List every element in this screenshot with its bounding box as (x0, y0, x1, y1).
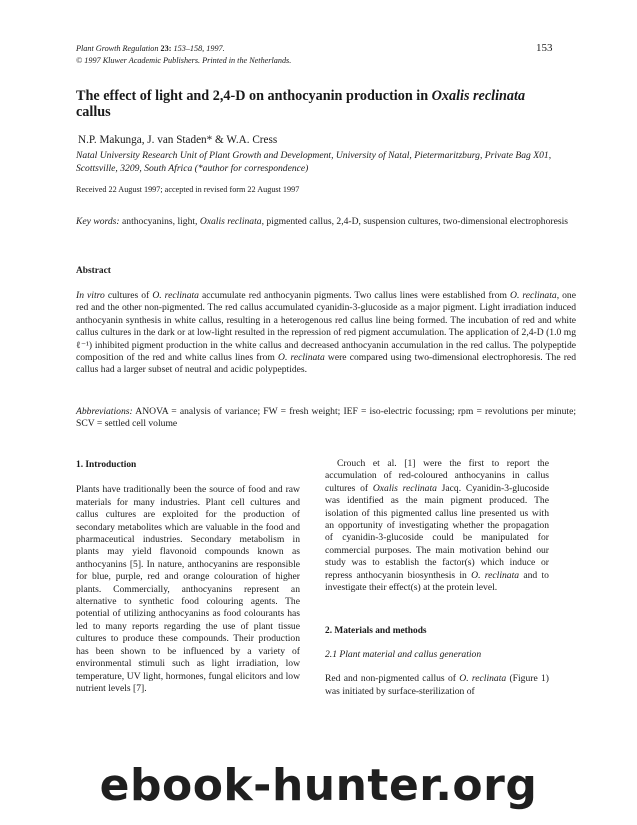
right-paragraph-1 (325, 458, 549, 594)
paragraph-species: Oxalis reclinata (372, 482, 437, 494)
right-paragraph-2 (325, 673, 549, 698)
paragraph-species: O. reclinata (459, 673, 507, 685)
abstract-text: accumulate red anthocyanin pigments. Two callus lines were established from (198, 290, 511, 301)
left-column (76, 459, 300, 695)
watermark: ebook-hunter.org (99, 760, 538, 811)
title-species: Oxalis reclinata (431, 88, 526, 104)
subsection-heading: 2.1 Plant material and callus generation (325, 648, 482, 660)
paragraph-text: (Figure 1) was initiated by surface-sterilization of (325, 673, 550, 697)
article-title (76, 88, 576, 120)
copyright-line: © 1997 Kluwer Academic Publishers. Printed in the Netherlands. (76, 55, 292, 65)
methods-heading: 2. Materials and methods (325, 626, 427, 637)
abbreviations-text: ANOVA = analysis of variance; FW = fresh weight; IEF = iso-electric focussing; rpm = revolutions per minute; SCV = settled cell volume (76, 406, 576, 430)
page-number: 153 (536, 42, 553, 54)
keywords-species: Oxalis reclinata (199, 216, 262, 227)
abstract-text: were compared using two-dimensional electrophoresis. The red callus had a larger subset of neutral and acidic polypeptides. (76, 352, 576, 376)
paragraph-text: Jacq. Cyanidin-3-glucoside was identified as the main pigment produced. The isolation of this pigmented callus line presented us with an opportunity of investigating whether the propagation of cyanidin-3-glucoside could be manipulated for commercial purposes. The main motivation behind our study was to establish the factor(s) which induce or repress anthocyanin biosynthesis in (325, 482, 549, 581)
keywords-text: anthocyanins, light, (119, 216, 200, 227)
affiliation: Natal University Research Unit of Plant Growth and Development, University of Natal, Pietermaritzburg, Private Bag X01, Scottsville, 3209, South Africa (*author for correspondence) (76, 150, 552, 174)
paragraph-text: Red and non-pigmented callus of (325, 673, 460, 685)
journal-pages: 153–158, 1997. (173, 44, 225, 53)
journal-name: Plant Growth Regulation (76, 44, 159, 53)
abstract-text: cultures of (104, 290, 153, 301)
right-column (325, 458, 549, 698)
abstract-species: O. reclinata (510, 290, 557, 301)
abbreviations (76, 406, 576, 431)
paragraph-text: and to investigate their effect(s) at the protein level. (325, 569, 549, 594)
abstract-species: O. reclinata (278, 352, 325, 364)
keywords-text-rest: , pigmented callus, 2,4-D, suspension cultures, two-dimensional electrophoresis (261, 216, 568, 227)
journal-volume: 23: (160, 44, 172, 53)
abstract-heading: Abstract (76, 266, 111, 276)
paragraph-species: O. reclinata (471, 569, 520, 581)
introduction-paragraph: Plants have traditionally been the source of food and raw materials for many industries. Plant cell cultures and callus cultures are exploited for the production of secondary metabolites which are valuable in the food and pharmaceutical industries. Secondary metabolism in plants may yield flavonoid compounds known as anthocyanins [5]. In nature, anthocyanins are responsible for blue, purple, red and orange colouration of higher plants. Commercially, anthocyanins represent an alternative to synthetic food colouring agents. The potential of utilizing anthocyanins as food colourants has led to many reports regarding the use of plant tissue cultures to produce these compounds. Their production has been shown to be influenced by a variety of environmental stimuli such as light irradiation, low temperature, UV light, hormones, fungal elicitors and low nutrient levels [7]. (76, 484, 300, 694)
authors: N.P. Makunga, J. van Staden* & W.A. Cress (78, 134, 278, 146)
keywords-label: Key words: (76, 216, 120, 227)
abstract-italic: In vitro (76, 290, 105, 301)
introduction-heading: 1. Introduction (76, 460, 137, 470)
paragraph-text: Crouch et al. [1] were the first to report the accumulation of red-coloured anthocyanins in callus cultures of (325, 458, 549, 494)
keywords (76, 216, 576, 228)
running-header (76, 43, 291, 66)
abstract-species: O. reclinata (152, 290, 199, 301)
title-text-end: callus (76, 104, 111, 120)
received-dates: Received 22 August 1997; accepted in revised form 22 August 1997 (76, 185, 300, 194)
title-text: The effect of light and 2,4-D on anthocyanin production in (76, 88, 432, 104)
abstract-body (76, 290, 576, 377)
abstract-text: , one red and the other non-pigmented. The red callus accumulated cyanidin-3-glucoside as a major pigment. Light irradiation induced anthocyanin synthesis in white callus, resulting in a heterogenous red callus line being formed. The incubation of red and white callus cultures in the dark or at low-light resulted in the repression of red pigment accumulation. The application of 2,4-D (1.0 mg ℓ⁻¹) inhibited pigment production in the white callus and decreased anthocyanin accumulation in the red callus. The polypeptide composition of the red and white callus lines from (76, 290, 576, 364)
abbreviations-label: Abbreviations: (76, 406, 133, 417)
